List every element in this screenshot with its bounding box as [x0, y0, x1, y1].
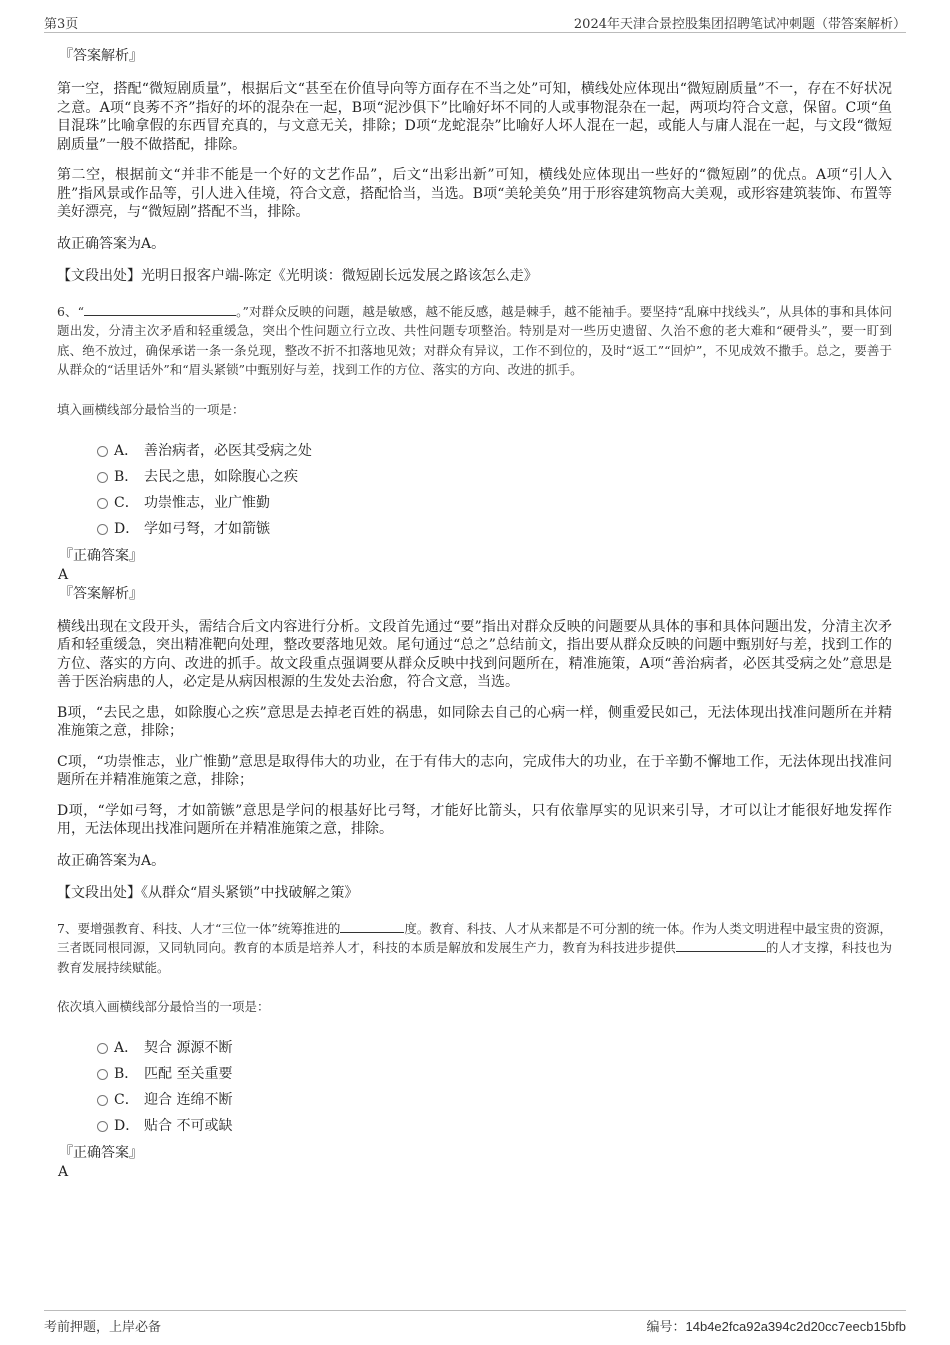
question-number: 6、“: [57, 303, 85, 319]
page-footer: [44, 1310, 906, 1335]
question-stem: 6、“ 。”对群众反映的问题，越是敏感，越不能反感，越是棘手，越不能袖手。要坚持“乱麻中找线头”，从具体的事和具体问题出发，分清主次矛盾和轻重缓急，突出个性问题立行立改、共性问题专项整治。特别是对一些历史遗留、久治不愈的老大难和“硬骨头”，要一盯到底、绝不放过，确保承诺一条一条兑现，整改不折不扣落地见效；对群众有异议，工作不到位的，及时“返工”“回炉”，不见成效不撒手。总之，要善于从群众的“话里话外”和“眉头紧锁”中甄别好与差，找到工作的方位、落实的方向、改进的抓手。: [57, 303, 893, 377]
radio-icon[interactable]: [97, 1069, 108, 1080]
option-a[interactable]: A． 善治病者，必医其受病之处: [57, 438, 892, 464]
footer-slogan: 考前押题，上岸必备: [44, 1320, 162, 1335]
fill-blank: [84, 303, 236, 316]
conclusion-text: 故正确答案为A。: [57, 852, 166, 869]
conclusion-text: 故正确答案为A。: [57, 235, 166, 252]
option-d[interactable]: D． 贴合 不可或缺: [57, 1113, 892, 1139]
radio-icon[interactable]: [97, 472, 108, 483]
options-list: [57, 438, 892, 542]
document-code: 编号：14b4e2fca92a394c2d20cc7eecb15bfb: [646, 1319, 906, 1335]
radio-icon[interactable]: [97, 1095, 108, 1106]
analysis-paragraph: D项，“学如弓弩，才如箭镞”意思是学问的根基好比弓弩，才能好比箭头，只有依靠厚实的见识来引导，才可以让才能很好地发挥作用，无法体现出找准问题所在并精准施策之意，排除。: [57, 802, 892, 837]
question-stem: 7、要增强教育、科技、人才“三位一体”统筹推进的 度。教育、科技、人才从来都是不可分割的统一体。作为人类文明进程中最宝贵的资源，三者既同根同源，又同轨同向。教育的本质是培养人才，科技的本质是解放和发展生产力，教育为科技进步提供 的人才支撑，科技也为教育发展持续赋能。: [57, 920, 892, 975]
option-d[interactable]: D． 学如弓弩，才如箭镞: [57, 516, 892, 542]
option-b[interactable]: B． 匹配 至关重要: [57, 1061, 892, 1087]
question-prompt: 依次填入画横线部分最恰当的一项是：: [57, 999, 270, 1014]
page-content: [57, 46, 892, 1181]
question-prompt: 填入画横线部分最恰当的一项是：: [57, 401, 245, 417]
option-c[interactable]: C． 功崇惟志，业广惟勤: [57, 490, 892, 516]
options-list: [57, 1035, 892, 1139]
radio-icon[interactable]: [97, 1121, 108, 1132]
radio-icon[interactable]: [97, 498, 108, 509]
radio-icon[interactable]: [97, 524, 108, 535]
radio-icon[interactable]: [97, 1043, 108, 1054]
fill-blank: [340, 920, 404, 933]
option-b[interactable]: B． 去民之患，如除腹心之疾: [57, 464, 892, 490]
source-text: 【文段出处】《从群众“眉头紧锁”中找破解之策》: [57, 885, 359, 901]
page-header: [44, 10, 906, 33]
analysis-heading: 『答案解析』: [59, 48, 143, 64]
correct-answer: A: [58, 1164, 69, 1180]
option-c[interactable]: C． 迎合 连绵不断: [57, 1087, 892, 1113]
radio-icon[interactable]: [97, 446, 108, 457]
analysis-paragraph: 第二空，根据前文“并非不能是一个好的文艺作品”，后文“出彩出新”可知，横线处应体现出一些好的“微短剧”的优点。A项“引人入胜”指风景或作品等，引人进入佳境，符合文意，搭配恰当，当选。B项“美轮美奂”用于形容建筑物高大美观，或形容建筑装饰、布置等美好漂亮，与“微短剧”搭配不当，排除。: [57, 167, 892, 220]
correct-answer-heading: 『正确答案』: [59, 547, 143, 564]
document-title: 2024年天津合景控股集团招聘笔试冲刺题（带答案解析）: [573, 17, 906, 32]
analysis-heading: 『答案解析』: [59, 585, 143, 602]
analysis-paragraph: B项，“去民之患，如除腹心之疾”意思是去掉老百姓的祸患，如同除去自己的心病一样，侧重爱民如己，无法体现出找准问题所在并精准施策之意，排除；: [57, 704, 892, 739]
page-number: 第3页: [44, 17, 79, 32]
correct-answer: A: [58, 566, 69, 583]
option-a[interactable]: A． 契合 源源不断: [57, 1035, 892, 1061]
correct-answer-heading: 『正确答案』: [59, 1145, 143, 1161]
source-text: 【文段出处】光明日报客户端-陈定《光明谈：微短剧长远发展之路该怎么走》: [57, 268, 538, 284]
analysis-paragraph: 横线出现在文段开头，需结合后文内容进行分析。文段首先通过“要”指出对群众反映的问题要从具体的事和具体问题出发，分清主次矛盾和轻重缓急，突出精准靶向处理，整改要落地见效。尾句通过“总之”总结前文，指出要从群众反映的问题中甄别好与差，找到工作的方位、落实的方向、改进的抓手。故文段重点强调要从群众反映中找到问题所在，精准施策，A项“善治病者，必医其受病之处”意思是善于医治病患的人，必定是从病因根源的生发处去治愈，符合文意，当选。: [57, 618, 892, 690]
analysis-paragraph: 第一空，搭配“微短剧质量”，根据后文“甚至在价值导向等方面存在不当之处”可知，横线处应体现出“微短剧质量”不一，存在不好状况之意。A项“良莠不齐”指好的坏的混杂在一起，B项“泥沙俱下”比喻好坏不同的人或事物混杂在一起，两项均符合文意，保留。C项“鱼目混珠”比喻拿假的东西冒充真的，与文意无关，排除；D项“龙蛇混杂”比喻好人坏人混在一起，或能人与庸人混在一起，与文段“微短剧质量”一般不做搭配，排除。: [57, 81, 892, 153]
analysis-paragraph: C项，“功崇惟志，业广惟勤”意思是取得伟大的功业，在于有伟大的志向，完成伟大的功业，在于辛勤不懈地工作，无法体现出找准问题所在并精准施策之意，排除；: [57, 753, 892, 788]
fill-blank: [676, 939, 766, 952]
